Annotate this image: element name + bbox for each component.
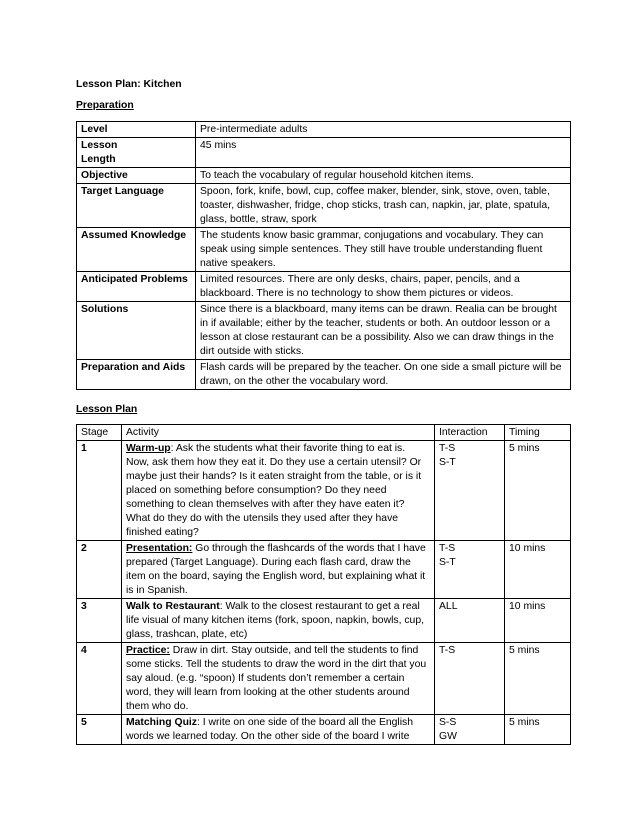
prep-label-preparation-aids: Preparation and Aids — [77, 360, 196, 390]
prep-value-level: Pre-intermediate adults — [196, 122, 571, 138]
activity-text: : I write on one side of the board all the English words we learned today. On the other side of the board I write — [126, 717, 414, 742]
prep-label-lesson-length-text: Lesson Length — [81, 140, 118, 165]
prep-value-solutions: Since there is a blackboard, many items can be drawn. Realia can be brought in if available; either by the teacher, students or both. An outdoor lesson or a lesson at close restaurant can be a possibility. Also we can draw things in the dirt outside with sticks. — [196, 302, 571, 360]
table-row — [77, 272, 571, 302]
table-row — [77, 541, 571, 599]
lesson-plan-heading: Lesson Plan — [76, 404, 138, 415]
prep-label-objective: Objective — [77, 168, 196, 184]
activity-title: Matching Quiz — [126, 717, 197, 728]
stage-number: 1 — [77, 441, 122, 541]
activity-text: : Walk to the closest restaurant to get a real life visual of many kitchen items (fork, spoon, napkin, bowls, cup, glass, trashcan, plate, etc) — [126, 601, 425, 640]
prep-label-lesson-length — [77, 138, 196, 168]
activity-title: Walk to Restaurant — [126, 601, 220, 612]
table-row — [77, 122, 571, 138]
table-row — [77, 184, 571, 228]
interaction-cell — [435, 643, 505, 715]
prep-label-target-language: Target Language — [77, 184, 196, 228]
timing-cell: 5 mins — [505, 643, 571, 715]
interaction-line: T-S — [439, 443, 456, 454]
table-row — [77, 715, 571, 745]
table-row — [77, 643, 571, 715]
activity-text: Go through the flashcards of the words that I have prepared (Target Language). During each flash card, draw the item on the board, saying the English word, but explaining what it is in Spanish. — [126, 543, 426, 596]
interaction-line: S-T — [439, 457, 456, 468]
preparation-heading: Preparation — [76, 100, 134, 111]
table-header-row — [77, 425, 571, 441]
preparation-table — [76, 121, 571, 390]
interaction-cell — [435, 441, 505, 541]
interaction-cell — [435, 599, 505, 643]
header-stage: Stage — [77, 425, 122, 441]
table-row — [77, 302, 571, 360]
activity-title: Presentation: — [126, 543, 193, 554]
timing-cell: 10 mins — [505, 541, 571, 599]
activity-cell — [122, 441, 435, 541]
header-activity: Activity — [122, 425, 435, 441]
interaction-cell — [435, 715, 505, 745]
activity-text: : Ask the students what their favorite thing to eat is. Now, ask them how they eat it. Do they use a certain utensil? Or maybe just their hands? Is it eaten straight from the table, or is it placed on something before consumption? Do they need something to clean themselves with after they have eaten it? What do they do with the utensils they used after they have finished eating? — [126, 443, 422, 538]
table-row — [77, 441, 571, 541]
table-row — [77, 599, 571, 643]
interaction-line: T-S — [439, 543, 456, 554]
activity-title: Warm-up — [126, 443, 171, 454]
lesson-plan-table — [76, 424, 571, 745]
stage-number: 4 — [77, 643, 122, 715]
interaction-line: T-S — [439, 645, 456, 656]
interaction-cell — [435, 541, 505, 599]
prep-value-target-language: Spoon, fork, knife, bowl, cup, coffee maker, blender, sink, stove, oven, table, toaster, dishwasher, fridge, chop sticks, trash can, napkin, jar, plate, spatula, glass, bottle, straw, spork — [196, 184, 571, 228]
prep-label-anticipated-problems: Anticipated Problems — [77, 272, 196, 302]
stage-number: 5 — [77, 715, 122, 745]
interaction-line: S-T — [439, 557, 456, 568]
prep-value-lesson-length: 45 mins — [196, 138, 571, 168]
interaction-line: S-S — [439, 717, 457, 728]
activity-cell — [122, 541, 435, 599]
interaction-line: GW — [439, 731, 457, 742]
timing-cell: 5 mins — [505, 441, 571, 541]
timing-cell: 5 mins — [505, 715, 571, 745]
activity-cell — [122, 643, 435, 715]
activity-cell — [122, 715, 435, 745]
prep-label-assumed-knowledge: Assumed Knowledge — [77, 228, 196, 272]
stage-number: 3 — [77, 599, 122, 643]
table-row — [77, 360, 571, 390]
header-timing: Timing — [505, 425, 571, 441]
prep-label-solutions: Solutions — [77, 302, 196, 360]
interaction-line: ALL — [439, 601, 458, 612]
header-interaction: Interaction — [435, 425, 505, 441]
prep-label-level: Level — [77, 122, 196, 138]
document-title: Lesson Plan: Kitchen — [76, 79, 182, 90]
prep-value-anticipated-problems: Limited resources. There are only desks, chairs, paper, pencils, and a blackboard. There is no technology to show them pictures or videos. — [196, 272, 571, 302]
timing-cell: 10 mins — [505, 599, 571, 643]
stage-number: 2 — [77, 541, 122, 599]
prep-value-assumed-knowledge: The students know basic grammar, conjugations and vocabulary. They can speak using simple sentences. They still have trouble understanding fluent native speakers. — [196, 228, 571, 272]
activity-cell — [122, 599, 435, 643]
table-row — [77, 168, 571, 184]
prep-value-objective: To teach the vocabulary of regular household kitchen items. — [196, 168, 571, 184]
activity-text: Draw in dirt. Stay outside, and tell the students to find some sticks. Tell the students to draw the word in the dirt that you say aloud. (e.g. “spoon) If students don’t remember a certain word, they will learn from looking at the other students around them who do. — [126, 645, 427, 712]
activity-title: Practice: — [126, 645, 170, 656]
table-row — [77, 138, 571, 168]
table-row — [77, 228, 571, 272]
prep-value-preparation-aids: Flash cards will be prepared by the teacher. On one side a small picture will be drawn, on the other the vocabulary word. — [196, 360, 571, 390]
